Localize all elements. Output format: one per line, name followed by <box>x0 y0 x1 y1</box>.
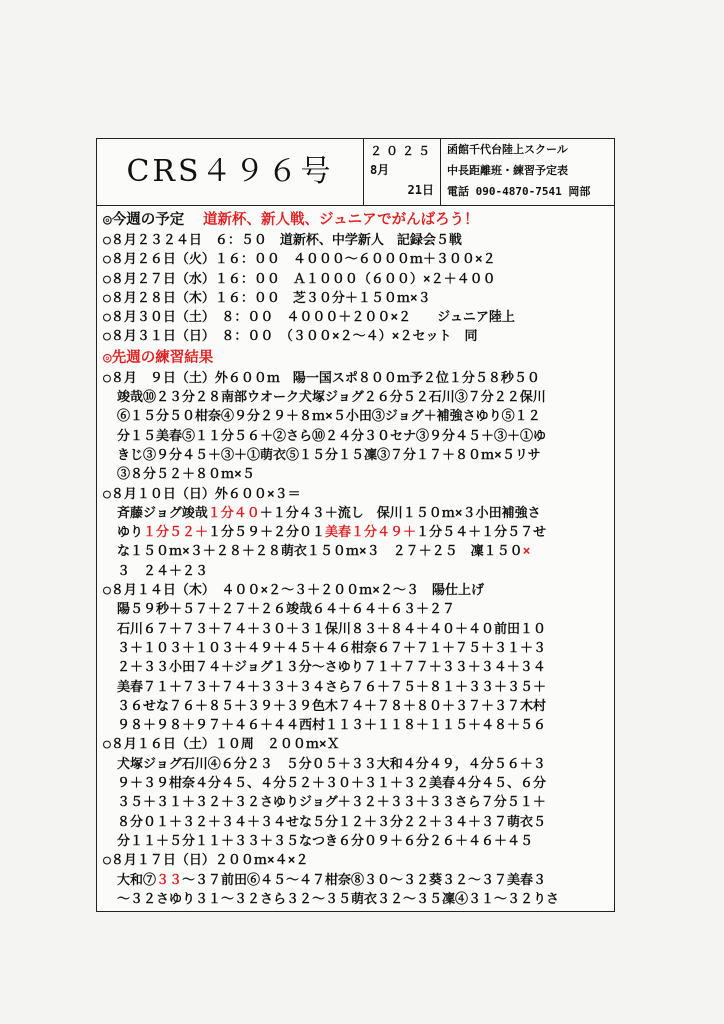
sheet-body <box>103 209 611 909</box>
results-line: ○８月 ９日（土）外６００ｍ 陽一国スポ８００ｍ予２位１分５８秒５０ <box>103 370 540 386</box>
results-line: ⑥１５分５０柑奈④９分２９＋８ｍ×５小田③ジョグ＋補強さゆり⑤１２ <box>117 409 541 425</box>
results-line: ③８分５２＋８０ｍ×５ <box>117 467 255 483</box>
schedule-row: ○８月２７日（水）１６：００ Ａ１０００（６００）×２＋４００ <box>103 271 496 287</box>
schedule-slogan: 道新杯、新人戦、ジュニアでがんばろう！ <box>202 212 479 228</box>
results-text: な１５０ｍ×３＋２８＋２８萌衣１５０ｍ×３ ２７＋２５ 凜１５０ <box>117 544 523 560</box>
results-text: ＋１分４３＋流し 保川１５０ｍ×３小田補強さ <box>259 505 541 521</box>
schedule-heading-line <box>103 209 611 231</box>
results-highlight: × <box>522 544 531 560</box>
results-line: ９＋３９柑奈４分４５、４分５２＋３０＋３１＋３２美春４分４５、６分 <box>117 776 547 792</box>
issue-year: ２０２５ <box>370 144 435 158</box>
results-line: ○８月１７日（日）２００ｍ×４×２ <box>103 853 309 869</box>
results-text: 斉藤ジョグ竣哉 <box>117 505 208 521</box>
results-text: １分５９＋２分０１ <box>208 525 326 541</box>
results-line: 美春７１＋７３＋７４＋３３＋３４さら７６＋７５＋８１＋３３＋３５＋ <box>117 679 547 695</box>
schedule-row: ○８月２６日（火）１６：００ ４０００〜６０００ｍ＋３００×２ <box>103 252 496 268</box>
schedule-heading: ◎今週の予定 <box>103 212 185 228</box>
results-line <box>103 504 611 523</box>
results-line: ３ ２４＋２３ <box>117 563 209 579</box>
results-line <box>103 871 611 890</box>
results-line: ○８月１０日（日）外６００×３＝ <box>103 486 301 502</box>
results-line <box>103 523 611 542</box>
results-text: 〜３７前田⑥４５〜４７柑奈⑧３０〜３２葵３２〜３７美春３ <box>182 872 547 888</box>
org-phone: 電話 090-4870-7541 岡部 <box>447 185 591 198</box>
organization-info <box>445 139 614 205</box>
results-line: 分１１＋５分１１＋３３＋３５なつき６分０９＋６分２６＋４６＋４５ <box>117 833 534 849</box>
results-line: 竣哉⑩２３分２８南部ウオーク犬塚ジョグ２６分５２石川③７分２２保川 <box>117 390 546 406</box>
org-name: 函館千代台陸上スクール <box>447 143 568 156</box>
issue-day: 21日 <box>407 183 434 197</box>
results-line: 分１５美春⑤１１分５６＋②さら⑩２４分３０セナ③９分４５＋③＋①ゆ <box>117 428 547 444</box>
results-highlight: ３３ <box>156 872 183 888</box>
results-line: ９８＋９８＋９７＋４６＋４４西村１１３＋１１８＋１１５＋４８＋５６ <box>117 718 547 734</box>
results-heading: ◎先週の練習結果 <box>103 349 214 366</box>
results-line: ２＋３３小田７４＋ジョグ１３分〜さゆり７１＋７７＋３３＋３４＋３４ <box>117 660 546 676</box>
schedule-row: ○８月２８日（木）１６：００ 芝３０分＋１５０ｍ×３ <box>103 290 431 306</box>
results-line: ３＋１０３＋１０３＋４９＋４５＋４６柑奈６７＋７１＋７５＋３１＋３ <box>117 640 547 656</box>
results-line: ８分０１＋３２＋３４＋３４せな５分１２＋３分２２＋３４＋３７萌衣５ <box>117 814 547 830</box>
issue-month: 8月 <box>370 163 390 177</box>
results-highlight: １分５２＋ <box>143 525 209 541</box>
issue-title: CRS４９６号 <box>97 139 364 205</box>
results-text: 大和⑦ <box>117 872 157 888</box>
practice-sheet <box>96 138 615 912</box>
results-line <box>103 542 611 561</box>
results-line: 犬塚ジョグ石川④６分２３ ５分０５＋３３大和４分４９，４分５６＋３ <box>117 756 546 772</box>
results-line: 〜３２さゆり３１〜３２さら３２〜３５萌衣３２〜３５凜④３１〜３２りさ <box>117 891 560 907</box>
results-line: ３５＋３１＋３２＋３２さゆりジョグ＋３２＋３３＋３３さら７分５１＋ <box>117 795 546 811</box>
results-highlight: 美春１分４９＋ <box>325 525 417 541</box>
results-line: ○８月１６日（土）１０周 ２００ｍ×Ｘ <box>103 737 340 753</box>
results-highlight: １分４０ <box>207 505 260 521</box>
schedule-row: ○８月３０日（土） ８：００ ４０００＋２００×２ ジュニア陸上 <box>103 310 515 326</box>
org-department: 中長距離班・練習予定表 <box>447 164 568 177</box>
results-text: ゆり <box>117 525 144 541</box>
results-text: １分５４＋１分５７せ <box>416 525 547 541</box>
schedule-row: ○８月２３２４日 ６：５０ 道新杯、中学新人 記録会５戦 <box>103 233 462 248</box>
results-line: 石川６７＋７３＋７４＋３０＋３１保川８３＋８４＋４０＋４０前田１０ <box>117 621 547 637</box>
results-line: きじ③９分４５＋③＋①萌衣⑤１５分１５凜③７分１７＋８０ｍ×５リサ <box>117 447 541 463</box>
results-line: 陽５９秒＋５７＋２７＋２６竣哉６４＋６４＋６３＋２７ <box>117 602 456 618</box>
results-line: ３６せな７６＋８５＋３９＋３９色木７４＋７８＋８０＋３７＋３７木村 <box>117 698 547 714</box>
schedule-row: ○８月３１日（日） ８：００ （３００×２〜４）×２セット 同 <box>103 329 478 345</box>
issue-date <box>364 139 441 205</box>
sheet-header <box>97 139 614 206</box>
results-line: ○８月１４日（木） ４００×２〜３＋２００ｍ×２〜３ 陽仕上げ <box>103 583 484 599</box>
